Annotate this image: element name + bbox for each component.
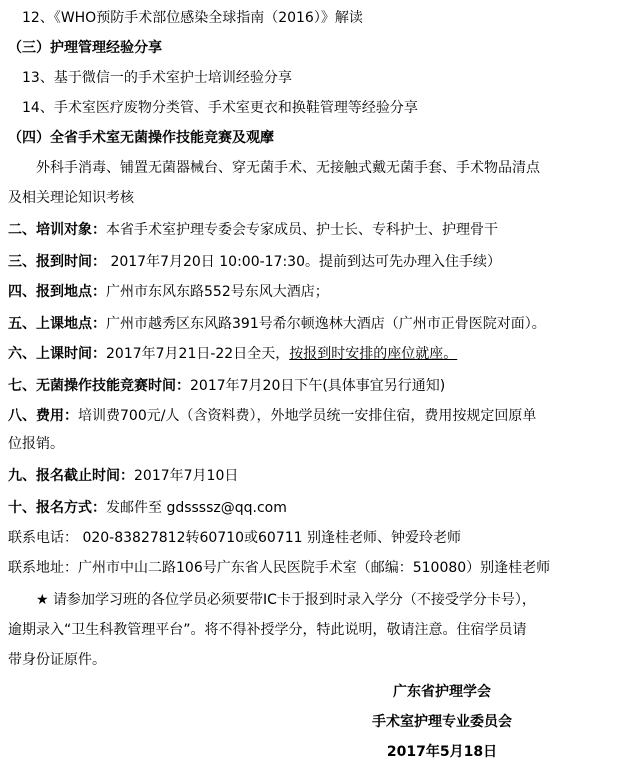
deadline bbox=[8, 466, 238, 486]
fee-label: 八、费用： bbox=[8, 408, 78, 424]
class-time-note: 按报到时安排的座位就座。 bbox=[289, 346, 458, 362]
contact-address: 联系地址：广州市中山二路106号广东省人民医院手术室（邮编：510080）别逢桂老师 bbox=[8, 560, 551, 576]
signup-email[interactable]: 发邮件至 gdssssz@qq.com bbox=[106, 500, 287, 516]
contest-time-label: 七、无菌操作技能竞赛时间： bbox=[8, 378, 190, 394]
class-place-value: 广州市越秀区东风路391号希尔顿逸林大酒店（广州市正骨医院对面）。 bbox=[106, 316, 546, 332]
notice-line-2: 逾期录入“卫生科教管理平台”。将不得补授学分，特此说明，敬请注意。住宿学员请 bbox=[8, 622, 527, 638]
item-14: 14、手术室医疗废物分类管、手术室更衣和换鞋管理等经验分享 bbox=[22, 100, 418, 116]
training-target-value: 本省手术室护理专委会专家成员、护士长、专科护士、护理骨干 bbox=[106, 222, 498, 238]
fee-line-2: 位报销。 bbox=[8, 436, 64, 452]
checkin-place bbox=[8, 282, 329, 302]
contest-time-value: 2017年7月20日下午(具体事宜另行通知) bbox=[190, 378, 446, 394]
item-12: 12、《WHO预防手术部位感染全球指南（2016）》解读 bbox=[22, 10, 363, 26]
class-time-value: 2017年7月21日-22日全天， bbox=[106, 346, 290, 362]
class-place-label: 五、上课地点： bbox=[8, 316, 106, 332]
deadline-label: 九、报名截止时间： bbox=[8, 468, 134, 484]
signup-label: 十、报名方式： bbox=[8, 500, 106, 516]
signature-committee: 手术室护理专业委员会 bbox=[372, 714, 512, 730]
signup-method bbox=[8, 498, 287, 518]
notice-line-1: ★ 请参加学习班的各位学员必须要带IC卡于报到时录入学分（不接受学分卡号）， bbox=[36, 592, 536, 608]
item-13: 13、基于微信一的手术室护士培训经验分享 bbox=[22, 70, 292, 86]
fee-value-line-1: 培训费700元/人（含资料费），外地学员统一安排住宿，费用按规定回原单 bbox=[78, 408, 537, 424]
contact-phone: 联系电话： 020-83827812转60710或60711 别逢桂老师、钟爱玲老师 bbox=[8, 530, 462, 546]
deadline-value: 2017年7月10日 bbox=[134, 468, 239, 484]
signature-date: 2017年5月18日 bbox=[386, 744, 498, 760]
notice-line-3: 带身份证原件。 bbox=[8, 652, 106, 668]
class-time-label: 六、上课时间： bbox=[8, 346, 106, 362]
class-time bbox=[8, 344, 457, 364]
section-4-body-line-1: 外科手消毒、铺置无菌器械台、穿无菌手术、无接触式戴无菌手套、手术物品清点 bbox=[36, 160, 540, 176]
checkin-time-label: 三、报到时间： bbox=[8, 254, 106, 270]
checkin-place-label: 四、报到地点： bbox=[8, 284, 106, 300]
section-4-body-line-2: 及相关理论知识考核 bbox=[8, 190, 134, 206]
training-target bbox=[8, 220, 498, 240]
checkin-time bbox=[8, 252, 501, 272]
fee-line-1 bbox=[8, 406, 536, 426]
class-place bbox=[8, 314, 546, 334]
section-4-title: （四）全省手术室无菌操作技能竞赛及观摩 bbox=[8, 130, 274, 146]
checkin-place-value: 广州市东风东路552号东风大酒店； bbox=[106, 284, 329, 300]
checkin-time-value: 2017年7月20日 10:00-17:30。提前到达可先办理入住手续） bbox=[106, 254, 501, 270]
section-3-title: （三）护理管理经验分享 bbox=[8, 40, 162, 56]
training-target-label: 二、培训对象： bbox=[8, 222, 106, 238]
signature-org: 广东省护理学会 bbox=[393, 684, 491, 700]
contest-time bbox=[8, 376, 445, 396]
